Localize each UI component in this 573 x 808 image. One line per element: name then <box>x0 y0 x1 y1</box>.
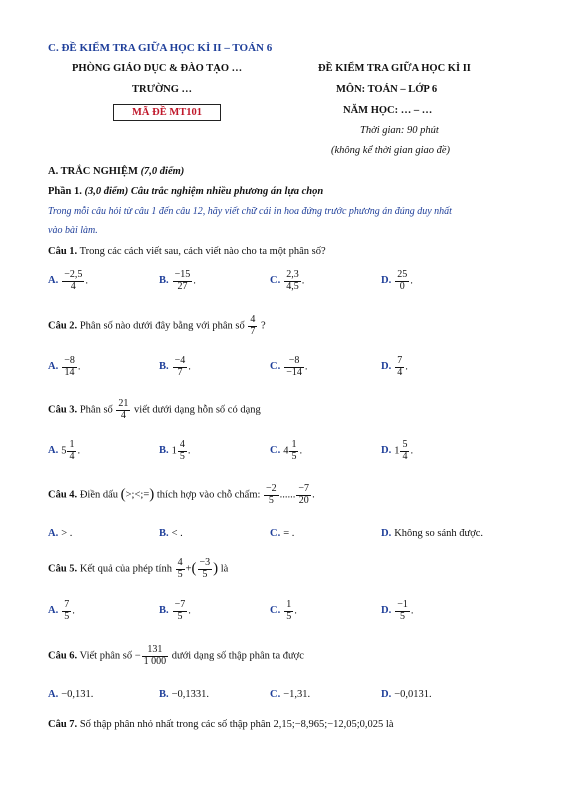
question-3 <box>48 399 261 421</box>
period: . <box>405 361 408 373</box>
numerator: −3 <box>199 557 211 568</box>
period: . <box>410 605 414 617</box>
option-letter: B. <box>159 275 169 287</box>
option-letter: A. <box>48 445 59 457</box>
option-letter: D. <box>381 361 392 373</box>
q2-option-c[interactable] <box>270 356 307 378</box>
numerator: 2,3 <box>286 269 299 280</box>
option-letter: C. <box>270 361 281 373</box>
q5-option-d[interactable] <box>381 600 413 622</box>
denominator: 5 <box>177 568 183 580</box>
mixed-integer: 1 <box>394 445 400 457</box>
denominator: 1 000 <box>143 655 167 667</box>
close-paren: ) <box>213 560 219 577</box>
fraction <box>173 270 193 292</box>
numerator: 7 <box>64 599 70 610</box>
q2-tail: ? <box>261 320 266 332</box>
option-text: > . <box>61 528 73 539</box>
period: . <box>410 445 414 457</box>
period: . <box>188 605 191 617</box>
numerator: −4 <box>174 355 186 366</box>
instruction-line2: vào bài làm. <box>48 225 98 236</box>
numerator: −7 <box>174 599 186 610</box>
minus-sign: − <box>134 650 141 662</box>
numerator: 131 <box>142 645 169 657</box>
q3-label: Câu 3. <box>48 404 78 416</box>
q5-tail: là <box>220 563 229 575</box>
numerator: 1 <box>291 439 297 450</box>
fraction <box>173 600 188 622</box>
fraction <box>289 440 298 462</box>
left-header-line2: TRƯỜNG … <box>132 84 192 95</box>
option-text: −0,131. <box>61 689 94 700</box>
q5-option-c[interactable] <box>270 600 297 622</box>
denominator: 5 <box>177 610 183 622</box>
numerator: 25 <box>397 269 408 280</box>
numerator: 4 <box>177 557 183 568</box>
option-letter: B. <box>159 689 169 700</box>
fraction <box>142 645 169 667</box>
period: . <box>188 361 191 373</box>
q4-tail: thích hợp vào chỗ chấm: <box>156 489 261 501</box>
close-paren: ) <box>149 486 155 503</box>
denominator: 4 <box>402 450 408 462</box>
denominator: −14 <box>286 366 302 378</box>
q4-signs: >;<;= <box>125 489 150 501</box>
denominator: 4 <box>397 366 403 378</box>
plus-sign: + <box>185 563 192 575</box>
option-text: = . <box>283 528 295 539</box>
denominator: 5 <box>286 610 292 622</box>
fraction <box>395 600 410 622</box>
option-letter: C. <box>270 528 281 539</box>
q1-option-b[interactable] <box>159 270 196 292</box>
instruction-line1: Trong mỗi câu hỏi từ câu 1 đến câu 12, hãy viết chữ cái in hoa đứng trước phương án đúng duy nhất <box>48 206 452 217</box>
numerator: −1 <box>397 599 408 610</box>
mixed-integer: 5 <box>61 445 67 457</box>
period: . <box>187 445 191 457</box>
option-letter: A. <box>48 528 59 539</box>
q2-option-b[interactable] <box>159 356 191 378</box>
period: . <box>294 605 297 617</box>
option-letter: B. <box>159 605 169 617</box>
denominator: 5 <box>400 610 406 622</box>
option-letter: C. <box>270 605 281 617</box>
option-letter: D. <box>381 445 392 457</box>
q1-label: Câu 1. <box>48 246 78 257</box>
section-a-label: A. TRẮC NGHIỆM <box>48 166 138 177</box>
option-letter: C. <box>270 275 281 287</box>
q5-option-b[interactable] <box>159 600 191 622</box>
q4-text: Điền dấu <box>79 489 119 501</box>
denominator: 20 <box>298 494 309 506</box>
option-letter: D. <box>381 689 392 700</box>
denominator: 7 <box>250 325 256 337</box>
q6-label: Câu 6. <box>48 650 78 662</box>
q6-text: Viết phân số <box>79 650 133 662</box>
period: . <box>72 605 75 617</box>
option-letter: B. <box>159 528 169 539</box>
fraction <box>116 399 130 421</box>
question-2 <box>48 315 266 337</box>
fraction <box>296 484 311 506</box>
option-text: −0,1331. <box>171 689 210 700</box>
option-text: −1,31. <box>283 689 311 700</box>
right-header-line1: ĐỀ KIỂM TRA GIỮA HỌC KÌ II <box>318 63 471 74</box>
numerator: 4 <box>250 314 256 325</box>
fraction <box>67 440 76 462</box>
denominator: 4 <box>120 409 126 421</box>
left-header-line1: PHÒNG GIÁO DỤC & ĐÀO TẠO … <box>72 63 243 74</box>
q2-option-d[interactable] <box>381 356 408 378</box>
q7-tail: là <box>385 719 394 730</box>
denominator: 27 <box>177 280 188 292</box>
denominator: 7 <box>177 366 183 378</box>
numerator: −8 <box>64 355 75 366</box>
q3-option-c[interactable] <box>270 440 302 462</box>
part1-label: Phần 1. <box>48 186 82 197</box>
option-letter: C. <box>270 445 281 457</box>
fraction <box>62 270 84 292</box>
question-1 <box>48 246 326 257</box>
denominator: 4 <box>70 280 76 292</box>
part1-desc: (3,0 điểm) Câu trắc nghiệm nhiều phương án lựa chọn <box>84 186 324 197</box>
fraction <box>198 558 213 580</box>
q6-option-d[interactable] <box>381 689 432 700</box>
numerator: 5 <box>402 439 408 450</box>
right-header-line2: MÔN: TOÁN – LỚP 6 <box>336 84 438 95</box>
option-letter: A. <box>48 605 59 617</box>
q4-option-b[interactable] <box>159 528 183 539</box>
period: . <box>301 275 305 287</box>
denominator: 0 <box>399 280 405 292</box>
q7-text: Số thập phân nhỏ nhất trong các số thập phân <box>79 719 271 730</box>
option-text: < . <box>171 528 183 539</box>
fraction <box>284 270 301 292</box>
right-header-line3: NĂM HỌC: … – … <box>343 105 433 116</box>
fraction <box>264 484 279 506</box>
option-letter: A. <box>48 275 59 287</box>
q2-label: Câu 2. <box>48 320 78 332</box>
section-a-title <box>48 166 184 177</box>
fraction <box>62 600 71 622</box>
part1-title <box>48 186 323 197</box>
period: . <box>193 275 196 287</box>
period: . <box>77 445 81 457</box>
period: . <box>299 445 303 457</box>
option-letter: C. <box>270 689 281 700</box>
option-letter: B. <box>159 361 169 373</box>
q4-option-a[interactable] <box>48 528 72 539</box>
q3-option-a[interactable] <box>48 440 80 462</box>
question-5 <box>48 558 228 580</box>
period: . <box>312 489 315 501</box>
fraction <box>284 356 304 378</box>
numerator: −8 <box>284 356 304 368</box>
q3-tail: viết dưới dạng hỗn số có dạng <box>134 404 261 416</box>
numerator: 1 <box>69 439 75 450</box>
q5-option-a[interactable] <box>48 600 75 622</box>
open-paren: ( <box>120 486 126 503</box>
period: . <box>85 275 88 287</box>
denominator: 4 <box>69 450 75 462</box>
fraction <box>400 440 409 462</box>
numerator: 4 <box>179 439 185 450</box>
numerator: 7 <box>397 355 403 366</box>
numerator: −2 <box>266 483 277 494</box>
section-a-points: (7,0 điểm) <box>140 166 185 177</box>
fraction <box>173 356 188 378</box>
question-4 <box>48 484 315 506</box>
q6-option-b[interactable] <box>159 689 209 700</box>
option-letter: D. <box>381 528 392 539</box>
q7-label: Câu 7. <box>48 719 78 730</box>
q1-option-c[interactable] <box>270 270 304 292</box>
q4-label: Câu 4. <box>48 489 78 501</box>
q5-text: Kết quả của phép tính <box>79 563 172 575</box>
fraction <box>178 440 187 462</box>
fraction <box>395 270 409 292</box>
right-header-note: (không kể thời gian giao đề) <box>331 145 451 156</box>
option-text: Không so sánh được. <box>394 528 484 539</box>
q6-tail: dưới dạng số thập phân ta được <box>171 650 304 662</box>
question-7 <box>48 719 394 730</box>
fraction <box>284 600 293 622</box>
fraction <box>395 356 404 378</box>
numerator: 1 <box>286 599 292 610</box>
option-letter: D. <box>381 275 392 287</box>
numerator: −2,5 <box>64 269 83 280</box>
denominator: 5 <box>64 610 70 622</box>
denominator: 4,5 <box>286 280 299 292</box>
option-text: −0,0131. <box>394 689 432 700</box>
open-paren: ( <box>191 560 197 577</box>
fraction <box>176 558 185 580</box>
fraction <box>248 315 257 337</box>
q3-text: Phân số <box>79 404 113 416</box>
q6-option-c[interactable] <box>270 689 310 700</box>
option-letter: D. <box>381 605 392 617</box>
q1-text: Trong các cách viết sau, cách viết nào cho ta một phân số? <box>79 246 326 257</box>
mixed-integer: 4 <box>283 445 289 457</box>
q3-option-d[interactable] <box>381 440 413 462</box>
right-header-time: Thời gian: 90 phút <box>360 125 439 136</box>
denominator: 14 <box>64 366 75 378</box>
q4-option-c[interactable] <box>270 528 294 539</box>
period: . <box>77 361 81 373</box>
denominator: 5 <box>179 450 185 462</box>
denominator: 5 <box>202 568 208 580</box>
q1-option-d[interactable] <box>381 270 413 292</box>
question-6 <box>48 645 304 667</box>
q2-text: Phân số nào dưới đây bằng với phân số <box>79 320 245 332</box>
option-letter: B. <box>159 445 169 457</box>
denominator: 5 <box>291 450 297 462</box>
q2-option-a[interactable] <box>48 356 80 378</box>
exam-code-box: MÃ ĐỀ MT101 <box>113 104 221 121</box>
q4-option-d[interactable] <box>381 528 483 539</box>
denominator: 5 <box>268 494 274 506</box>
period: . <box>410 275 413 287</box>
fraction <box>62 356 77 378</box>
q6-option-a[interactable] <box>48 689 93 700</box>
q5-label: Câu 5. <box>48 563 78 575</box>
period: . <box>304 361 308 373</box>
numerator: −7 <box>298 483 310 494</box>
numerator: −15 <box>174 269 191 280</box>
q3-option-b[interactable] <box>159 440 191 462</box>
q7-values: 2,15;−8,965;−12,05;0,025 <box>273 719 384 730</box>
q1-option-a[interactable] <box>48 270 88 292</box>
option-letter: A. <box>48 689 59 700</box>
q4-dots: ...... <box>279 489 296 501</box>
mixed-integer: 1 <box>171 445 177 457</box>
option-letter: A. <box>48 361 59 373</box>
numerator: 21 <box>118 398 129 409</box>
page-heading: C. ĐỀ KIỂM TRA GIỮA HỌC KÌ II – TOÁN 6 <box>48 42 273 54</box>
